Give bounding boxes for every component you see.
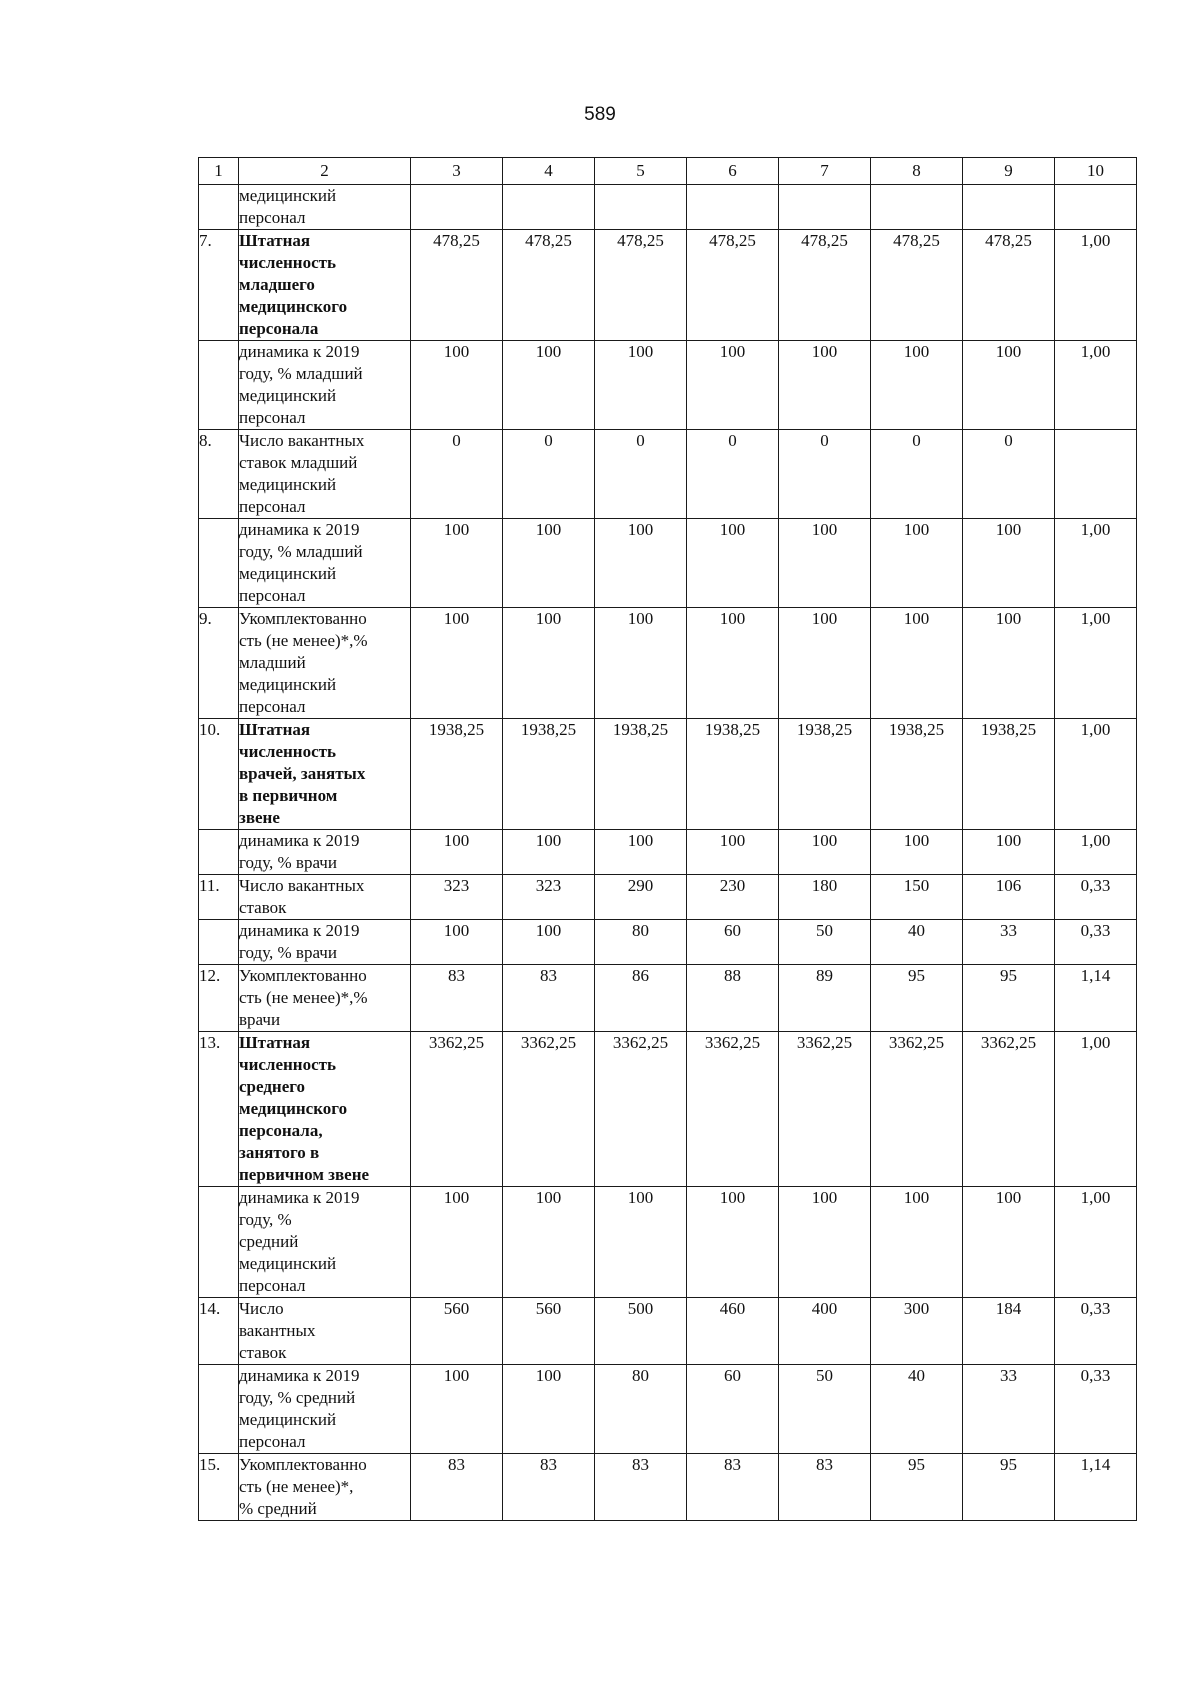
value-cell: 100: [411, 608, 503, 719]
indicator-name: динамика к 2019 году, % средний медицинский персонал: [239, 1365, 411, 1454]
value-cell: 3362,25: [687, 1032, 779, 1187]
value-cell: 300: [871, 1298, 963, 1365]
table-row: [199, 965, 1137, 1032]
row-number: 11.: [199, 875, 239, 920]
row-number: [199, 519, 239, 608]
value-cell: 100: [503, 920, 595, 965]
indicator-name: Штатная численность врачей, занятых в первичном звене: [239, 719, 411, 830]
value-cell: 50: [779, 1365, 871, 1454]
value-cell: 1,00: [1055, 519, 1137, 608]
value-cell: 1938,25: [687, 719, 779, 830]
value-cell: 83: [779, 1454, 871, 1521]
value-cell: 323: [503, 875, 595, 920]
row-number: 13.: [199, 1032, 239, 1187]
value-cell: 1,00: [1055, 1187, 1137, 1298]
row-number: [199, 1365, 239, 1454]
value-cell: 3362,25: [411, 1032, 503, 1187]
value-cell: 1,00: [1055, 719, 1137, 830]
indicator-name: Штатная численность среднего медицинского персонала, занятого в первичном звене: [239, 1032, 411, 1187]
indicator-name: динамика к 2019 году, % врачи: [239, 830, 411, 875]
value-cell: 88: [687, 965, 779, 1032]
value-cell: 0: [963, 430, 1055, 519]
value-cell: 100: [963, 608, 1055, 719]
value-cell: 100: [411, 519, 503, 608]
table-row: [199, 1032, 1137, 1187]
value-cell: 100: [963, 830, 1055, 875]
row-number: 14.: [199, 1298, 239, 1365]
table-row: [199, 430, 1137, 519]
page-number: 589: [584, 104, 616, 125]
value-cell: 50: [779, 920, 871, 965]
value-cell: 1,00: [1055, 830, 1137, 875]
value-cell: 100: [871, 830, 963, 875]
value-cell: 460: [687, 1298, 779, 1365]
value-cell: 83: [503, 1454, 595, 1521]
value-cell: 1938,25: [779, 719, 871, 830]
value-cell: 184: [963, 1298, 1055, 1365]
indicator-name: Число вакантных ставок младший медицинский персонал: [239, 430, 411, 519]
value-cell: 95: [871, 1454, 963, 1521]
value-cell: [963, 185, 1055, 230]
value-cell: [1055, 185, 1137, 230]
row-number: [199, 185, 239, 230]
value-cell: [687, 185, 779, 230]
value-cell: 83: [411, 965, 503, 1032]
value-cell: 560: [411, 1298, 503, 1365]
table-row: [199, 1454, 1137, 1521]
value-cell: 3362,25: [595, 1032, 687, 1187]
header-cell: 9: [963, 158, 1055, 185]
value-cell: 100: [779, 830, 871, 875]
value-cell: 230: [687, 875, 779, 920]
value-cell: 80: [595, 920, 687, 965]
value-cell: 478,25: [503, 230, 595, 341]
header-cell: 7: [779, 158, 871, 185]
value-cell: 478,25: [779, 230, 871, 341]
value-cell: [871, 185, 963, 230]
value-cell: 100: [503, 519, 595, 608]
table-header-row: [199, 158, 1137, 185]
value-cell: 0,33: [1055, 920, 1137, 965]
value-cell: 60: [687, 1365, 779, 1454]
row-number: [199, 830, 239, 875]
value-cell: 0: [595, 430, 687, 519]
value-cell: 0,33: [1055, 1365, 1137, 1454]
row-number: [199, 1187, 239, 1298]
value-cell: 323: [411, 875, 503, 920]
value-cell: 1938,25: [963, 719, 1055, 830]
row-number: 10.: [199, 719, 239, 830]
value-cell: 560: [503, 1298, 595, 1365]
value-cell: 0: [503, 430, 595, 519]
value-cell: [1055, 430, 1137, 519]
value-cell: 500: [595, 1298, 687, 1365]
indicator-name: Укомплектованно сть (не менее)*, % средний: [239, 1454, 411, 1521]
table-row: [199, 875, 1137, 920]
table-row: [199, 1365, 1137, 1454]
value-cell: 100: [411, 1187, 503, 1298]
value-cell: 1,00: [1055, 608, 1137, 719]
value-cell: 80: [595, 1365, 687, 1454]
value-cell: 100: [871, 1187, 963, 1298]
value-cell: 100: [687, 519, 779, 608]
value-cell: 100: [779, 1187, 871, 1298]
value-cell: 0: [871, 430, 963, 519]
value-cell: 400: [779, 1298, 871, 1365]
value-cell: 83: [687, 1454, 779, 1521]
indicator-name: медицинский персонал: [239, 185, 411, 230]
value-cell: 100: [503, 830, 595, 875]
value-cell: 100: [595, 830, 687, 875]
value-cell: [595, 185, 687, 230]
header-cell: 4: [503, 158, 595, 185]
value-cell: 100: [411, 920, 503, 965]
value-cell: 95: [963, 965, 1055, 1032]
value-cell: 100: [503, 341, 595, 430]
value-cell: 0: [779, 430, 871, 519]
value-cell: 100: [411, 341, 503, 430]
value-cell: 100: [687, 608, 779, 719]
value-cell: 1,14: [1055, 1454, 1137, 1521]
value-cell: 100: [503, 1187, 595, 1298]
value-cell: 1,00: [1055, 1032, 1137, 1187]
value-cell: 100: [871, 608, 963, 719]
value-cell: 478,25: [595, 230, 687, 341]
row-number: [199, 920, 239, 965]
value-cell: 1938,25: [411, 719, 503, 830]
value-cell: 1,00: [1055, 230, 1137, 341]
header-cell: 5: [595, 158, 687, 185]
value-cell: [503, 185, 595, 230]
value-cell: 100: [687, 341, 779, 430]
value-cell: 150: [871, 875, 963, 920]
indicator-name: Укомплектованно сть (не менее)*,% младший медицинский персонал: [239, 608, 411, 719]
value-cell: 106: [963, 875, 1055, 920]
value-cell: 83: [503, 965, 595, 1032]
value-cell: 100: [595, 1187, 687, 1298]
value-cell: 83: [411, 1454, 503, 1521]
value-cell: 100: [963, 341, 1055, 430]
indicator-name: Укомплектованно сть (не менее)*,% врачи: [239, 965, 411, 1032]
value-cell: 100: [503, 608, 595, 719]
value-cell: 100: [871, 341, 963, 430]
value-cell: 100: [595, 341, 687, 430]
table-row: [199, 1187, 1137, 1298]
value-cell: 478,25: [871, 230, 963, 341]
header-cell: 3: [411, 158, 503, 185]
value-cell: 100: [779, 341, 871, 430]
value-cell: [411, 185, 503, 230]
value-cell: 83: [595, 1454, 687, 1521]
value-cell: 180: [779, 875, 871, 920]
table-row: [199, 519, 1137, 608]
value-cell: 100: [503, 1365, 595, 1454]
value-cell: 478,25: [411, 230, 503, 341]
value-cell: 0: [411, 430, 503, 519]
value-cell: 100: [779, 608, 871, 719]
value-cell: 33: [963, 1365, 1055, 1454]
value-cell: 40: [871, 920, 963, 965]
header-cell: 1: [199, 158, 239, 185]
value-cell: 100: [963, 1187, 1055, 1298]
value-cell: 60: [687, 920, 779, 965]
value-cell: 33: [963, 920, 1055, 965]
value-cell: 1938,25: [595, 719, 687, 830]
value-cell: 86: [595, 965, 687, 1032]
row-number: 7.: [199, 230, 239, 341]
value-cell: 3362,25: [779, 1032, 871, 1187]
header-cell: 8: [871, 158, 963, 185]
row-number: [199, 341, 239, 430]
header-cell: 6: [687, 158, 779, 185]
row-number: 12.: [199, 965, 239, 1032]
value-cell: [779, 185, 871, 230]
value-cell: 3362,25: [871, 1032, 963, 1187]
value-cell: 1,00: [1055, 341, 1137, 430]
header-cell: 10: [1055, 158, 1137, 185]
value-cell: 3362,25: [503, 1032, 595, 1187]
value-cell: 100: [595, 519, 687, 608]
indicator-name: Число вакантных ставок: [239, 875, 411, 920]
value-cell: 1,14: [1055, 965, 1137, 1032]
value-cell: 100: [411, 1365, 503, 1454]
value-cell: 478,25: [687, 230, 779, 341]
value-cell: 100: [687, 830, 779, 875]
row-number: 8.: [199, 430, 239, 519]
value-cell: 100: [595, 608, 687, 719]
indicator-name: динамика к 2019 году, % младший медицинский персонал: [239, 519, 411, 608]
table-row: [199, 920, 1137, 965]
value-cell: 89: [779, 965, 871, 1032]
row-number: 9.: [199, 608, 239, 719]
indicator-name: динамика к 2019 году, % врачи: [239, 920, 411, 965]
value-cell: 40: [871, 1365, 963, 1454]
table-row: [199, 185, 1137, 230]
value-cell: 95: [871, 965, 963, 1032]
table-row: [199, 608, 1137, 719]
table-row: [199, 719, 1137, 830]
table-row: [199, 341, 1137, 430]
indicator-name: Число вакантных ставок: [239, 1298, 411, 1365]
value-cell: 0,33: [1055, 875, 1137, 920]
value-cell: 478,25: [963, 230, 1055, 341]
value-cell: 1938,25: [503, 719, 595, 830]
indicator-name: динамика к 2019 году, % средний медицинский персонал: [239, 1187, 411, 1298]
value-cell: 100: [779, 519, 871, 608]
table-row: [199, 1298, 1137, 1365]
staffing-table: [198, 157, 1137, 1521]
value-cell: 95: [963, 1454, 1055, 1521]
value-cell: 0,33: [1055, 1298, 1137, 1365]
value-cell: 100: [411, 830, 503, 875]
indicator-name: Штатная численность младшего медицинского персонала: [239, 230, 411, 341]
table-row: [199, 830, 1137, 875]
value-cell: 3362,25: [963, 1032, 1055, 1187]
value-cell: 290: [595, 875, 687, 920]
row-number: 15.: [199, 1454, 239, 1521]
table-row: [199, 230, 1137, 341]
value-cell: 100: [871, 519, 963, 608]
header-cell: 2: [239, 158, 411, 185]
value-cell: 1938,25: [871, 719, 963, 830]
indicator-name: динамика к 2019 году, % младший медицинский персонал: [239, 341, 411, 430]
value-cell: 0: [687, 430, 779, 519]
value-cell: 100: [687, 1187, 779, 1298]
value-cell: 100: [963, 519, 1055, 608]
